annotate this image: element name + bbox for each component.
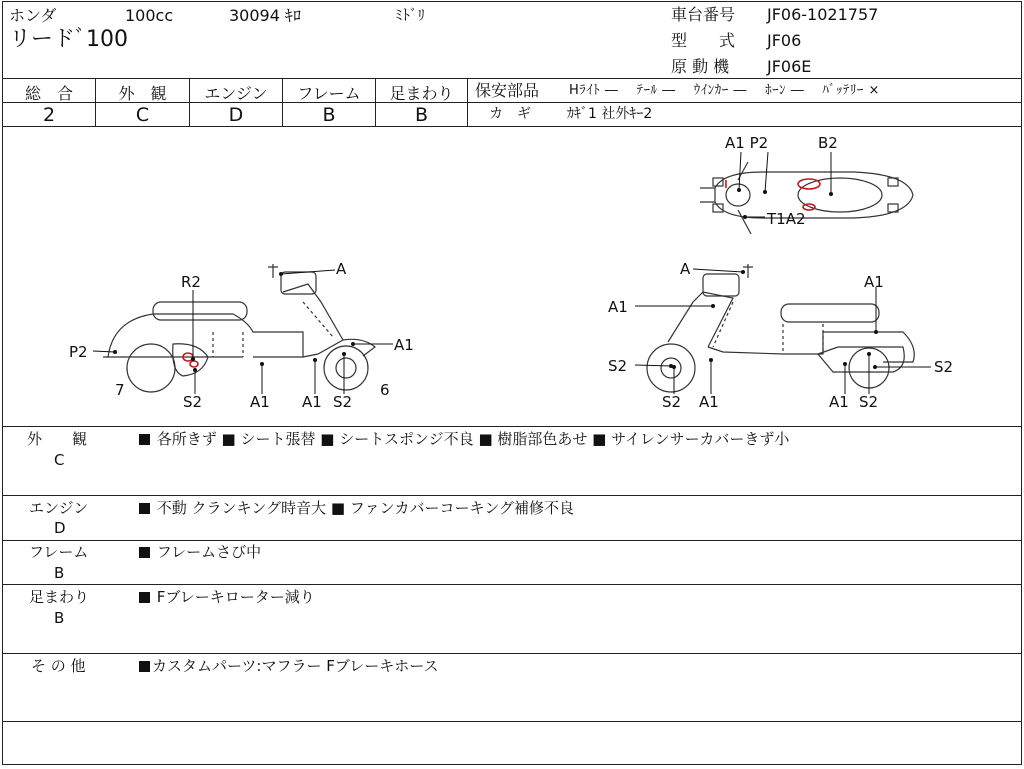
remark-label: そ の 他 (31, 657, 86, 675)
engine-grade-value: D (228, 104, 244, 126)
color-name: ﾐﾄﾞﾘ (395, 6, 426, 24)
remark-text: 不動 クランキング時音大 ■ ファンカバーコーキング補修不良 (156, 499, 575, 517)
engine-model-label: 原 動 機 (671, 57, 730, 76)
overall-grade-label: 総 合 (24, 84, 73, 103)
right-a1d-label: A1 (829, 393, 849, 411)
frame-no-value: JF06-1021757 (767, 5, 879, 24)
safety-parts-items: Hﾗｲﾄ ― ﾃｰﾙ ― ｳｲﾝｶｰ ― ﾎｰﾝ ― ﾊﾞｯﾃﾘｰ × (569, 83, 880, 98)
remark-text: 各所きず ■ シート張替 ■ シートスポンジ不良 ■ 樹脂部色あせ ■ サイレンサーカバーきず小 (156, 430, 790, 448)
overall-grade-value: 2 (42, 104, 56, 126)
bullet-icon (139, 547, 150, 558)
divider (3, 495, 1021, 496)
divider (3, 540, 1021, 541)
key-value: ｶｷﾞ1 社外ｷｰ2 (567, 106, 653, 122)
top-a1p2-label: A1 P2 (725, 134, 769, 152)
remark-text-row (139, 545, 261, 560)
remark-text: フレームさび中 (156, 543, 262, 561)
left-a1b-label: A1 (250, 393, 270, 411)
type-value: JF06 (767, 31, 802, 50)
frame-grade-label: フレーム (297, 84, 361, 103)
divider (3, 78, 1021, 79)
remark-text-row (139, 501, 574, 516)
model-name: リードﾞ100 (9, 27, 128, 52)
engine-model-value: JF06E (767, 57, 812, 76)
scooter-left-view (103, 264, 375, 392)
left-6-label: 6 (380, 381, 390, 399)
displacement: 100cc (125, 6, 174, 25)
right-s2b-label: S2 (934, 358, 954, 376)
engine-grade-label: エンジン (204, 84, 268, 103)
left-r2-label: R2 (181, 273, 201, 291)
frame-grade-value: B (322, 104, 336, 126)
top-t1a2-label: T1A2 (767, 210, 806, 228)
left-a-label: A (336, 260, 347, 278)
right-a-label: A (680, 260, 691, 278)
key-label: カ ギ (489, 106, 531, 122)
type-label: 型 式 (671, 31, 736, 50)
top-b2-label: B2 (818, 134, 838, 152)
remark-grade: B (54, 609, 65, 627)
bullet-icon (139, 503, 150, 514)
left-s2a-label: S2 (183, 393, 203, 411)
damage-marks (183, 179, 820, 367)
frame-no-label: 車台番号 (671, 5, 736, 24)
remark-label: フレーム (29, 543, 89, 561)
left-7-label: 7 (115, 381, 125, 399)
right-s2a-label: S2 (608, 357, 628, 375)
bullet-icon (139, 592, 150, 603)
scooter-top-view (700, 162, 913, 234)
remark-text: Fブレーキローター減り (156, 588, 315, 606)
bullet-icon (139, 434, 150, 445)
suspension-grade-value: B (414, 104, 429, 126)
maker-name: ホンダ (9, 6, 57, 25)
remark-text: カスタムパーツ:マフラー Fブレーキホース (152, 657, 439, 675)
inspection-sheet (2, 1, 1022, 765)
mileage: 30094 ｷﾛ (229, 6, 301, 25)
right-s2d-label: S2 (859, 393, 879, 411)
remark-text-row (139, 432, 789, 447)
remark-grade: B (54, 564, 65, 582)
remark-label: エンジン (29, 499, 89, 517)
right-a1a-label: A1 (608, 298, 628, 316)
remark-label: 外 観 (27, 430, 88, 448)
left-a1c-label: A1 (302, 393, 322, 411)
left-p2-label: P2 (69, 343, 88, 361)
remark-grade: D (54, 519, 66, 537)
left-s2b-label: S2 (333, 393, 353, 411)
leader-dots (113, 188, 878, 372)
exterior-grade-value: C (135, 104, 150, 126)
remark-text-row (139, 590, 315, 605)
divider (3, 653, 1021, 654)
remark-text-row (139, 659, 439, 674)
right-a1b-label: A1 (864, 273, 884, 291)
right-s2c-label: S2 (662, 393, 682, 411)
left-a1-front-label: A1 (394, 336, 414, 354)
bullet-icon (139, 661, 150, 672)
damage-diagram (3, 127, 1021, 425)
right-a1c-label: A1 (699, 393, 719, 411)
suspension-grade-label: 足まわり (389, 84, 454, 103)
divider (3, 584, 1021, 585)
remark-grade: C (54, 451, 65, 469)
divider (3, 426, 1021, 427)
remark-label: 足まわり (29, 588, 90, 606)
divider (3, 721, 1021, 722)
exterior-grade-label: 外 観 (118, 84, 167, 103)
safety-parts-label: 保安部品 (475, 81, 540, 100)
